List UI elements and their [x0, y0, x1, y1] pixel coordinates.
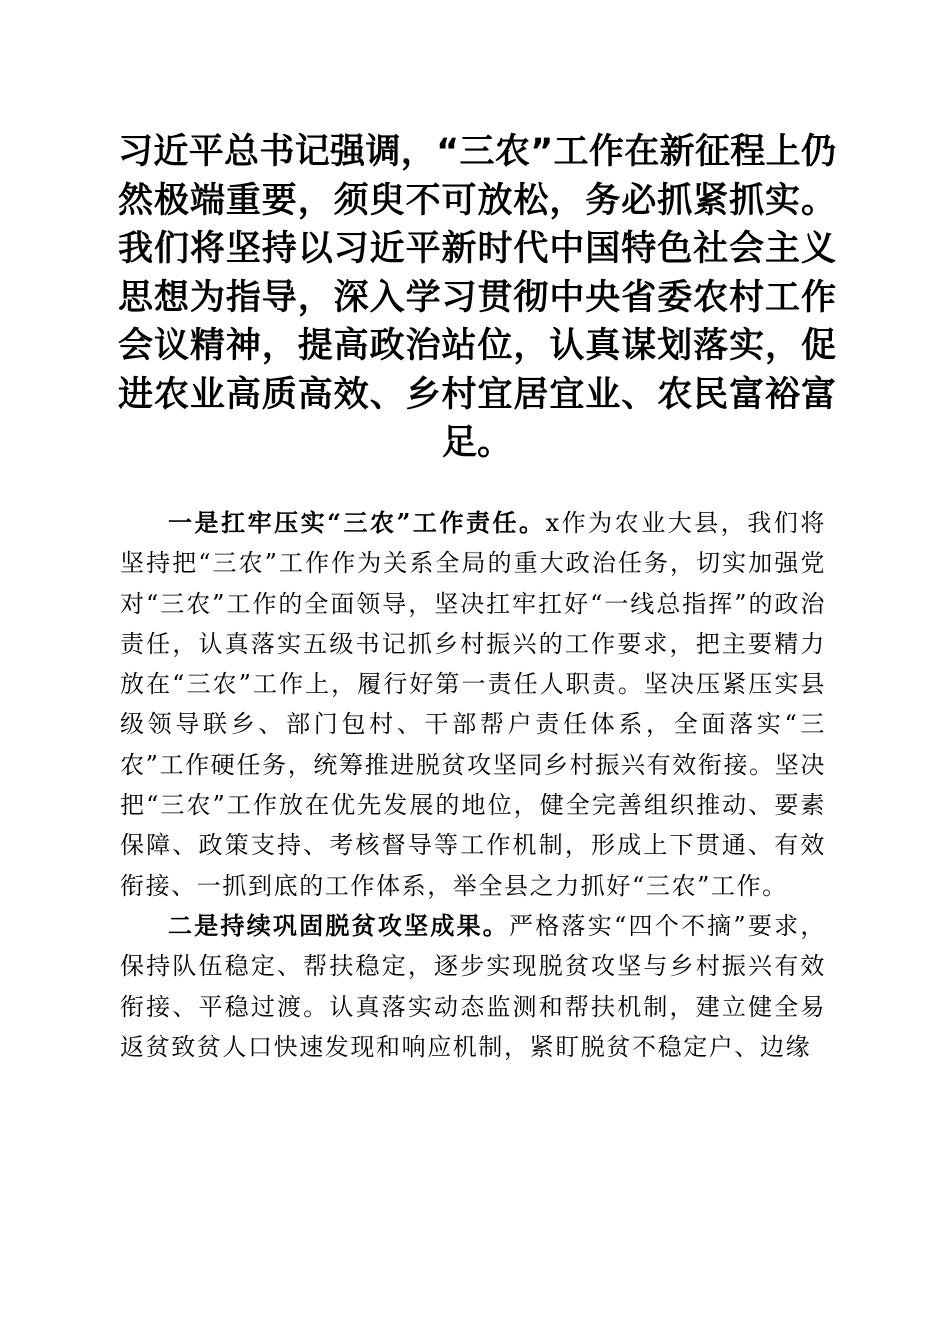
paragraph-lead: 二是持续巩固脱贫攻坚成果。 — [168, 910, 510, 940]
paragraph-poverty-consolidation — [120, 906, 826, 1067]
paragraph-text: 严格落实“四个不摘”要求，保持队伍稳定、帮扶稳定，逐步实现脱贫攻坚与乡村振兴有效衔接、平稳过渡。认真落实动态监测和帮扶机制，建立健全易返贫致贫人口快速发现和响应机制，紧盯脱贫不稳定户、边缘 — [120, 911, 826, 1061]
document-body — [120, 503, 826, 1067]
document-heading: 习近平总书记强调，“三农”工作在新征程上仍然极端重要，须臾不可放松，务必抓紧抓实。我们将坚持以习近平新时代中国特色社会主义思想为指导，深入学习贯彻中央省委农村工作会议精神，提高政治站位，认真谋划落实，促进农业高质高效、乡村宜居宜业、农民富裕富足。 — [118, 132, 836, 463]
paragraph-responsibility — [120, 503, 826, 906]
paragraph-lead: 一是扛牢压实“三农”工作责任。 — [168, 508, 546, 537]
paragraph-text: x作为农业大县，我们将坚持把“三农”工作作为关系全局的重大政治任务，切实加强党对“三农”工作的全面领导，坚决扛牢扛好“一线总指挥”的政治责任，认真落实五级书记抓乡村振兴的工作要求，把主要精力放在“三农”工作上，履行好第一责任人职责。坚决压紧压实县级领导联乡、部门包村、干部帮户责任体系，全面落实“三农”工作硬任务，统筹推进脱贫攻坚同乡村振兴有效衔接。坚决把“三农”工作放在优先发展的地位，健全完善组织推动、要素保障、政策支持、考核督导等工作机制，形成上下贯通、有效衔接、一抓到底的工作体系，举全县之力抓好“三农”工作。 — [120, 509, 826, 900]
